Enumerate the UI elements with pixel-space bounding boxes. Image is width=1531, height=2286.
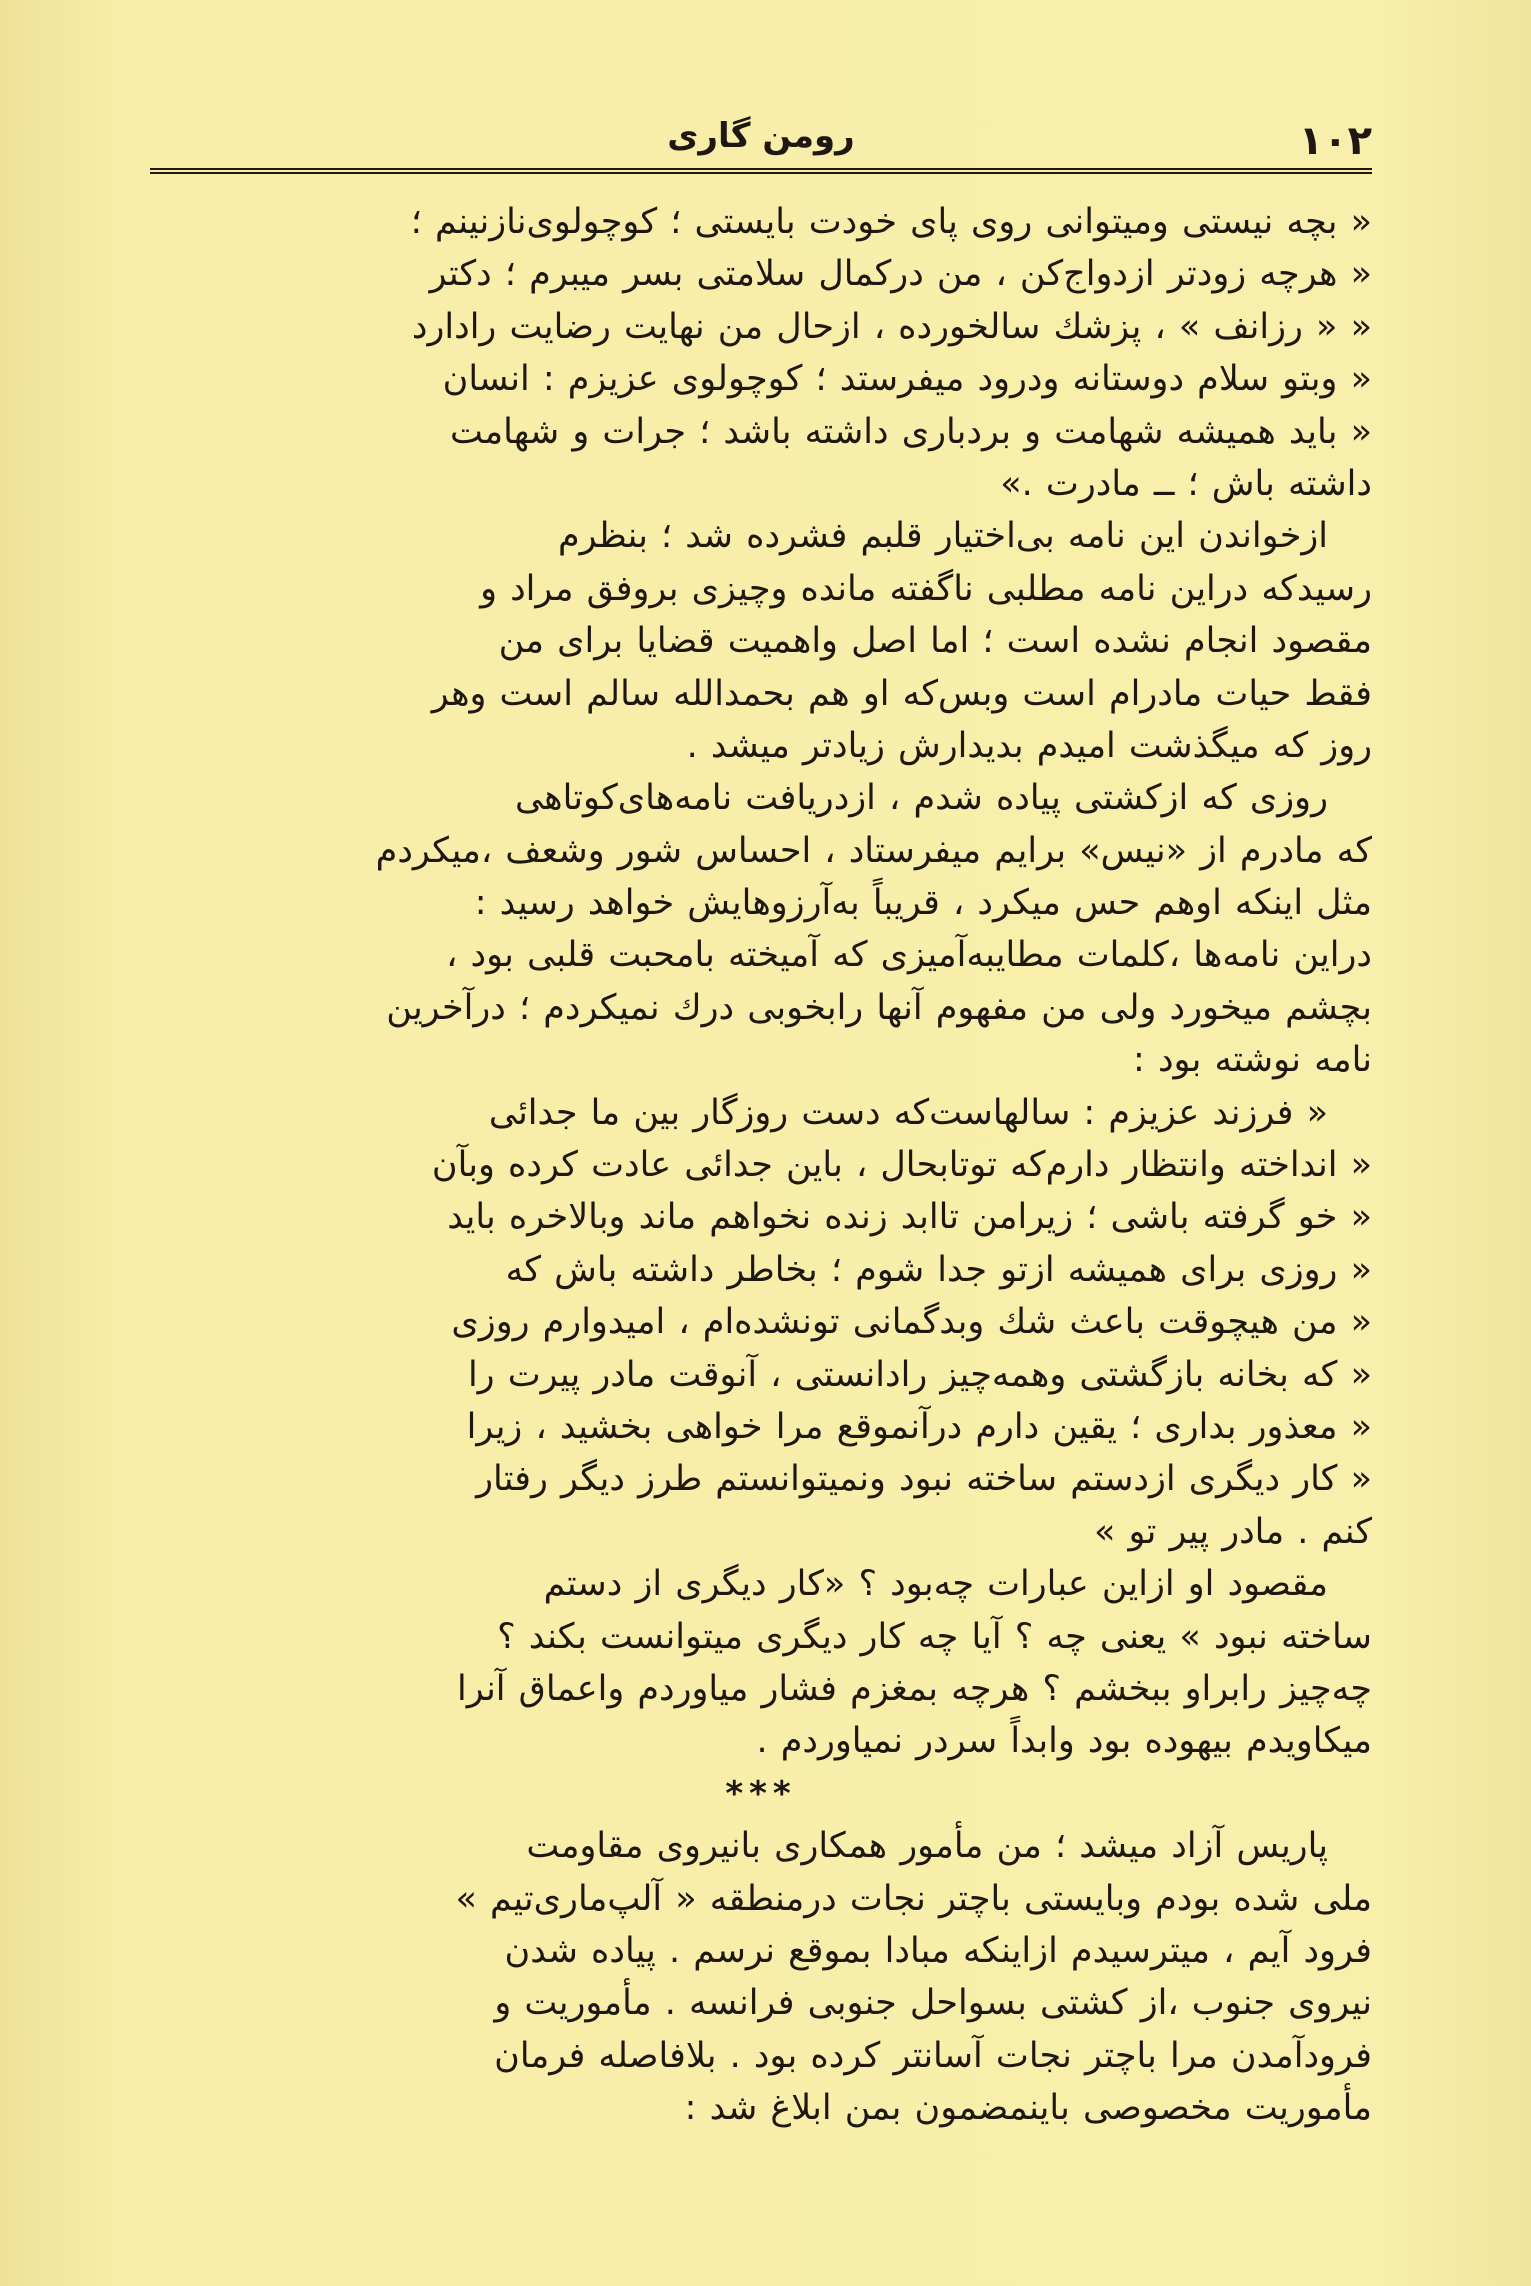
- text-line: نامه نوشته بود :: [1133, 1040, 1372, 1081]
- page-header: [150, 104, 1372, 164]
- text-line: که مادرم از «نیس» برایم میفرستاد ، احساس شور وشعف ،میکردم: [375, 830, 1372, 871]
- text-line: مأموریت مخصوصی باینمضمون بمن ابلاغ شد :: [684, 2088, 1372, 2129]
- running-title: رومن گاری: [667, 116, 855, 156]
- text-line: ملی شده بودم وبایستی باچتر نجات درمنطقه « آلپ‌ماری‌تیم »: [455, 1878, 1372, 1919]
- text-line: « « رزانف » ، پزشك سالخورده ، ازحال من نهایت رضایت رادارد: [411, 306, 1372, 347]
- text-line: مقصود انجام نشده است ؛ اما اصل واهمیت قضایا برای من: [498, 621, 1372, 662]
- text-line: « بچه نیستی ومیتوانی روی پای خودت بایستی ؛ کوچولوی‌نازنینم ؛: [410, 202, 1372, 242]
- text-line: « من هیچوقت باعث شك وبدگمانی تونشده‌ام ، امیدوارم روزی: [451, 1302, 1372, 1343]
- section-ornament: ***: [725, 1773, 797, 1814]
- text-line: « هرچه زودتر ازدواج‌کن ، من درکمال سلامتی بسر میبرم ؛ دکتر: [429, 254, 1372, 295]
- text-line: مثل اینکه اوهم حس میکرد ، قریباً به‌آرزوهایش خواهد رسید :: [474, 883, 1372, 924]
- text-line: فقط حیات مادرام است وبس‌که او هم بحمدالله سالم است وهر: [431, 673, 1372, 714]
- text-line: روز که میگذشت امیدم بدیدارش زیادتر میشد .: [686, 725, 1372, 766]
- text-line: رسیدکه دراین نامه مطلبی ناگفته مانده وچیزی بروفق مراد و: [480, 568, 1372, 609]
- text-line: « باید همیشه شهامت و بردباری داشته باشد ؛ جرات و شهامت: [450, 411, 1372, 452]
- text-line: کنم . مادر پیر تو »: [1093, 1511, 1372, 1552]
- text-line: روزی که ازکشتی پیاده شدم ، ازدریافت نامه‌های‌کوتاهی: [514, 778, 1328, 819]
- text-line: پاریس آزاد میشد ؛ من مأمور همکاری بانیروی مقاومت: [526, 1826, 1328, 1867]
- text-line: فرودآمدن مرا باچتر نجات آسانتر کرده بود . بلافاصله فرمان: [494, 2035, 1372, 2076]
- text-line: « انداخته وانتظار دارم‌که توتابحال ، باین جدائی عادت کرده وبآن: [431, 1145, 1372, 1186]
- text-line: « روزی برای همیشه ازتو جدا شوم ؛ بخاطر داشته باش که: [505, 1249, 1372, 1290]
- header-rule: [150, 168, 1372, 174]
- text-line: « خو گرفته باشی ؛ زیرامن تاابد زنده نخواهم ماند وبالاخره باید: [447, 1197, 1372, 1238]
- text-line: نیروی جنوب ،از کشتی بسواحل جنوبی فرانسه . مأموریت و: [494, 1983, 1372, 2024]
- page-number: ۱۰۲: [1298, 118, 1372, 164]
- text-line: « کار دیگری ازدستم ساخته نبود ونمیتوانستم طرز دیگر رفتار: [476, 1459, 1372, 1500]
- text-line: « فرزند عزیزم : سالهاست‌که دست روزگار بین ما جدائی: [488, 1092, 1328, 1133]
- body-text: [150, 196, 1372, 2134]
- text-line: ازخواندن این نامه بی‌اختیار قلبم فشرده شد ؛ بنظرم: [557, 516, 1328, 557]
- text-line: « معذور بداری ؛ یقین دارم درآنموقع مرا خواهی بخشید ، زیرا: [466, 1406, 1372, 1447]
- text-line: « که بخانه بازگشتی وهمه‌چیز رادانستی ، آنوقت مادر پیرت را: [467, 1354, 1372, 1395]
- text-line: داشته باش ؛ ــ مادرت .»: [1000, 463, 1372, 504]
- text-line: مقصود او ازاین عبارات چه‌بود ؟ «کار دیگری از دستم: [543, 1564, 1328, 1605]
- text-line: فرود آیم ، میترسیدم ازاینکه مبادا بموقع نرسم . پیاده شدن: [504, 1930, 1372, 1971]
- text-line: ساخته نبود » یعنی چه ؟ آیا چه کار دیگری میتوانست بکند ؟: [497, 1616, 1372, 1657]
- text-line: میکاویدم بیهوده بود وابداً سردر نمیاوردم .: [756, 1721, 1372, 1762]
- text-line: چه‌چیز رابراو ببخشم ؟ هرچه بمغزم فشار میاوردم واعماق آنرا: [457, 1668, 1372, 1709]
- text-line: دراین نامه‌ها ،کلمات مطایبه‌آمیزی که آمیخته بامحبت قلبی بود ،: [446, 935, 1372, 976]
- text-line: بچشم میخورد ولی من مفهوم آنها رابخوبی درك نمیکردم ؛ درآخرین: [386, 987, 1372, 1028]
- text-line: « وبتو سلام دوستانه ودرود میفرستد ؛ کوچولوی عزیزم : انسان: [442, 359, 1372, 400]
